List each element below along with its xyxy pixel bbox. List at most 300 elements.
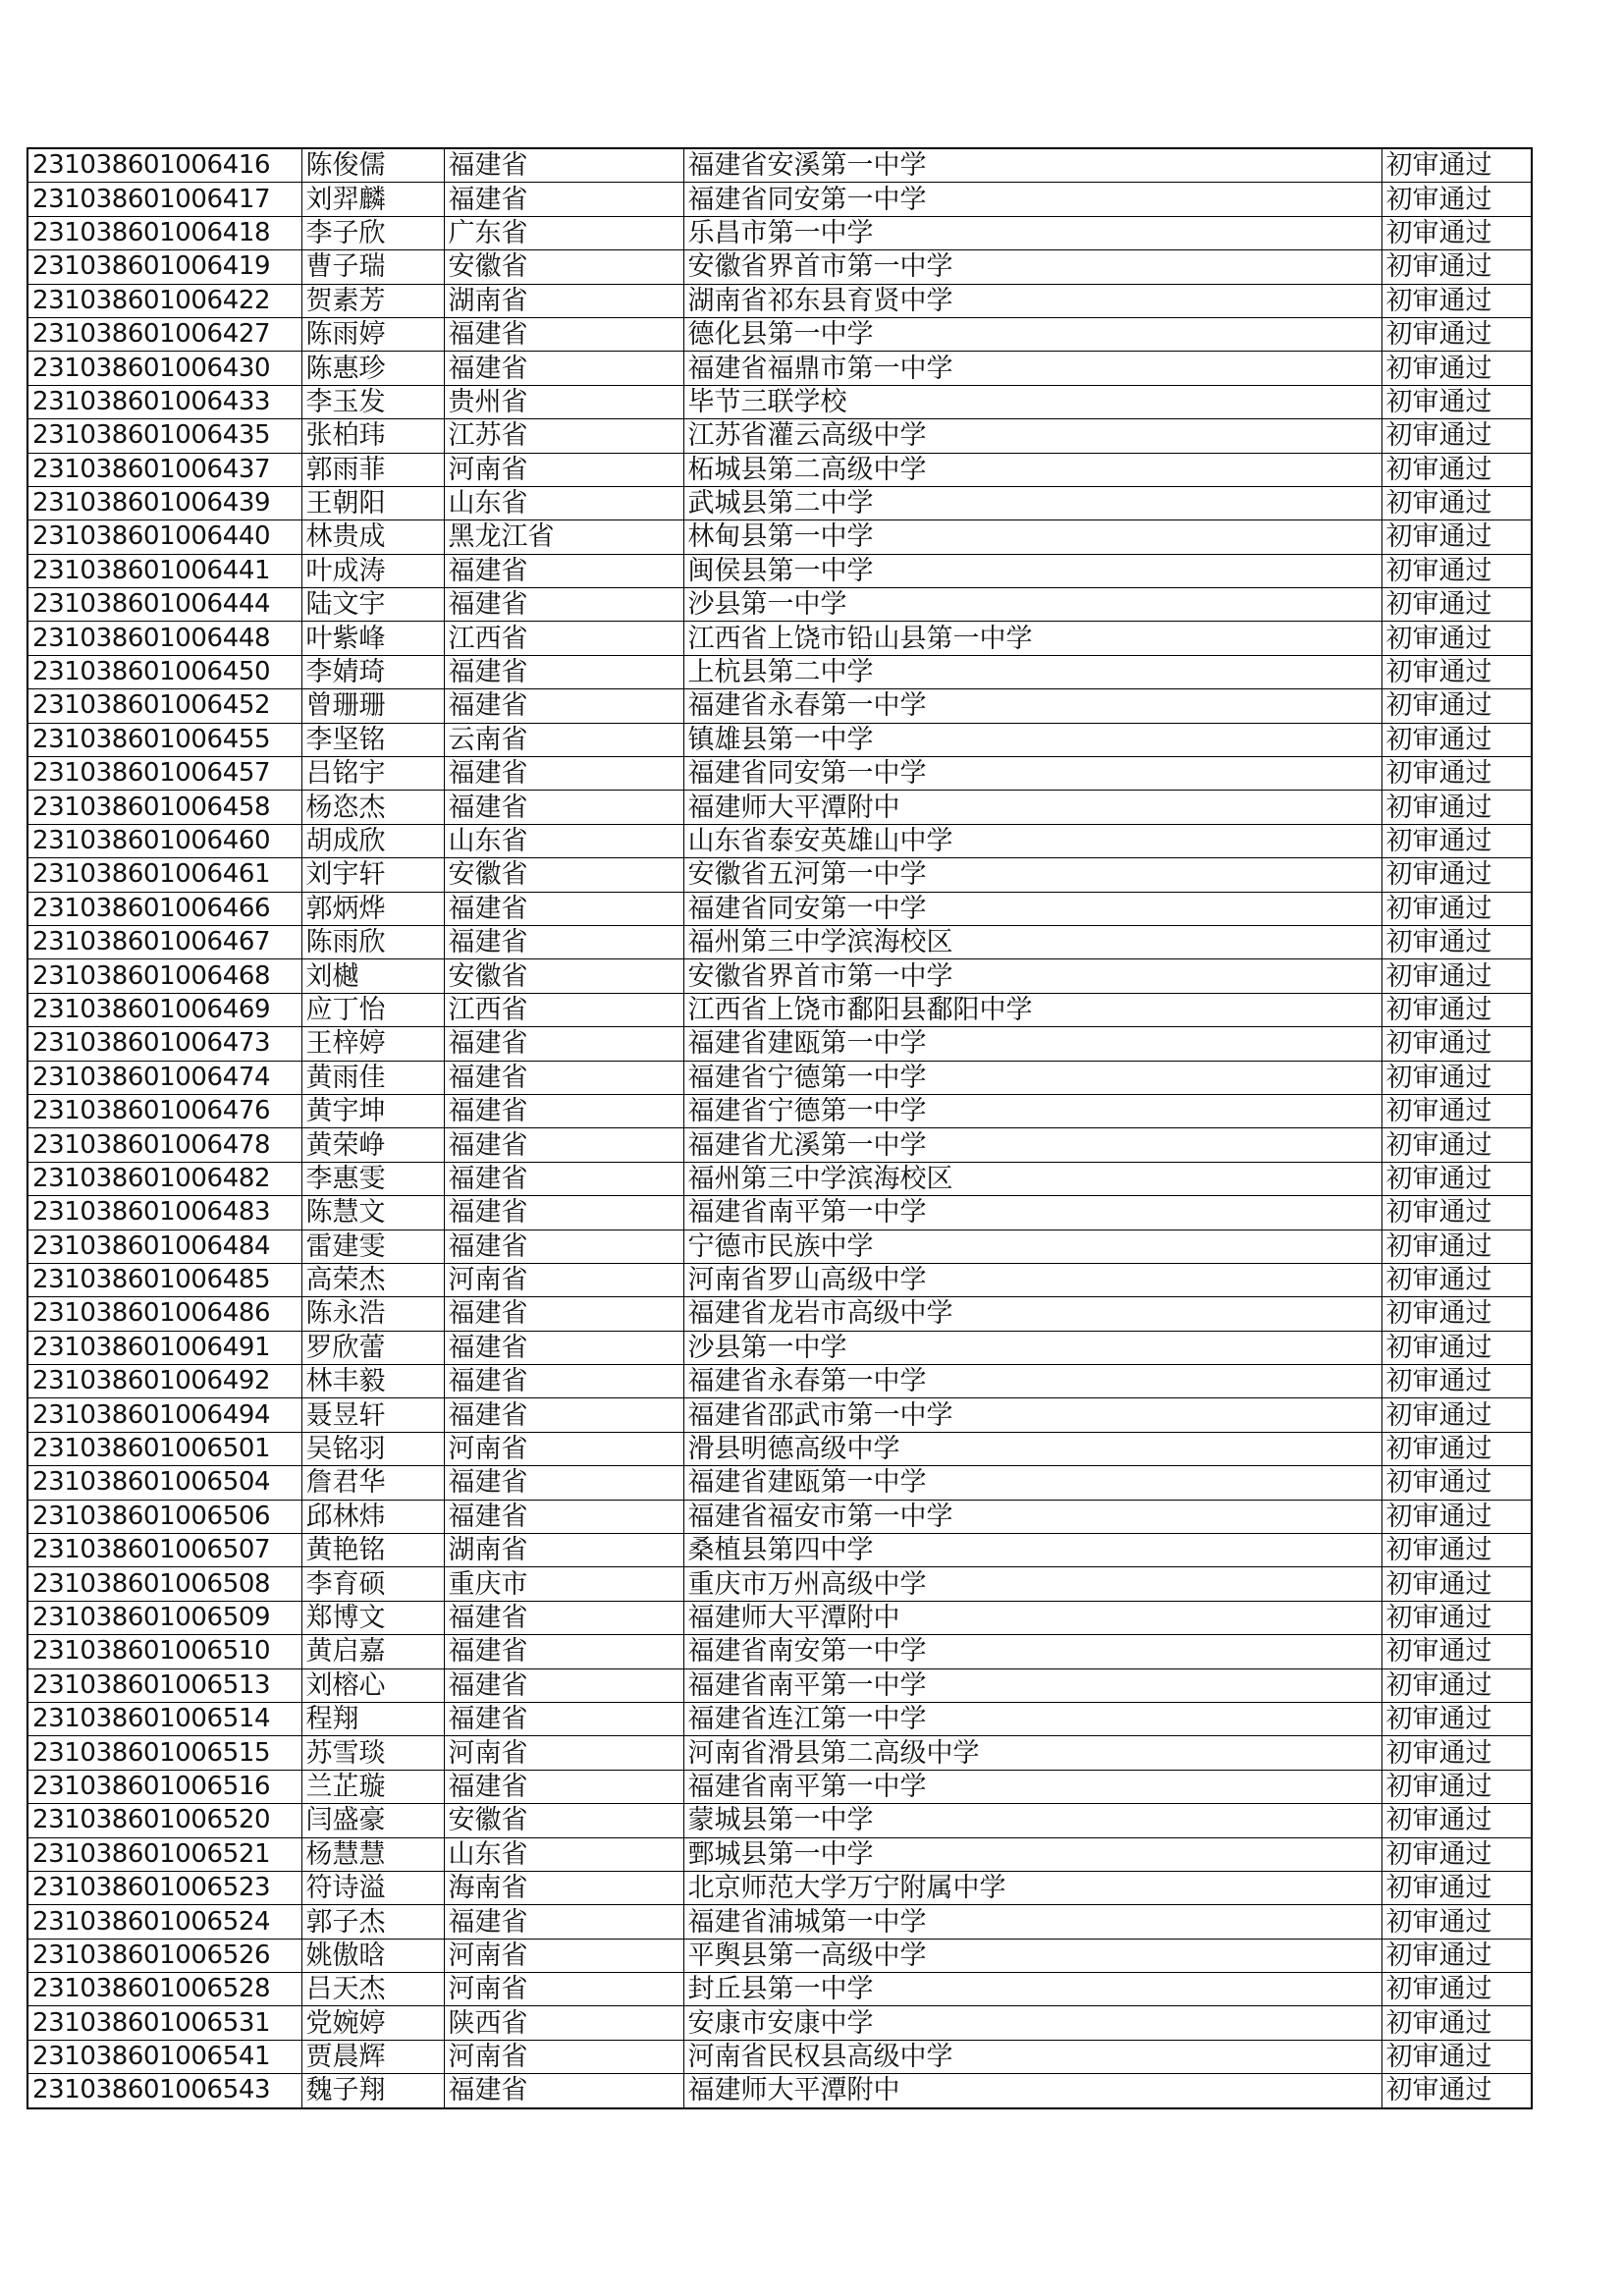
name-cell: 陈永浩 bbox=[301, 1297, 444, 1331]
name-cell: 李育硕 bbox=[301, 1567, 444, 1601]
school-cell: 德化县第一中学 bbox=[683, 317, 1381, 351]
registration-id-cell: 231038601006450 bbox=[27, 655, 301, 688]
status-cell: 初审通过 bbox=[1381, 1297, 1532, 1331]
province-cell: 河南省 bbox=[444, 1263, 683, 1296]
registration-id-cell: 231038601006468 bbox=[27, 959, 301, 993]
table-row bbox=[27, 1905, 1532, 1939]
name-cell: 王朝阳 bbox=[301, 486, 444, 519]
status-cell: 初审通过 bbox=[1381, 1196, 1532, 1230]
registration-id-cell: 231038601006419 bbox=[27, 250, 301, 284]
status-cell: 初审通过 bbox=[1381, 1500, 1532, 1533]
name-cell: 姚傲晗 bbox=[301, 1939, 444, 1972]
province-cell: 山东省 bbox=[444, 824, 683, 857]
table-row bbox=[27, 1770, 1532, 1803]
name-cell: 闫盛豪 bbox=[301, 1804, 444, 1837]
name-cell: 魏子翔 bbox=[301, 2074, 444, 2108]
status-cell: 初审通过 bbox=[1381, 1263, 1532, 1296]
name-cell: 曾珊珊 bbox=[301, 689, 444, 723]
school-cell: 福建省尤溪第一中学 bbox=[683, 1128, 1381, 1162]
table-row bbox=[27, 1128, 1532, 1162]
province-cell: 福建省 bbox=[444, 1094, 683, 1127]
school-cell: 福州第三中学滨海校区 bbox=[683, 925, 1381, 958]
status-cell: 初审通过 bbox=[1381, 419, 1532, 453]
school-cell: 江苏省灌云高级中学 bbox=[683, 419, 1381, 453]
province-cell: 安徽省 bbox=[444, 959, 683, 993]
status-cell: 初审通过 bbox=[1381, 1432, 1532, 1465]
school-cell: 柘城县第二高级中学 bbox=[683, 453, 1381, 486]
registration-id-cell: 231038601006460 bbox=[27, 824, 301, 857]
name-cell: 刘宇轩 bbox=[301, 858, 444, 892]
status-cell: 初审通过 bbox=[1381, 284, 1532, 317]
candidate-table-body bbox=[27, 148, 1532, 2108]
registration-id-cell: 231038601006515 bbox=[27, 1736, 301, 1770]
registration-id-cell: 231038601006466 bbox=[27, 892, 301, 925]
school-cell: 重庆市万州高级中学 bbox=[683, 1567, 1381, 1601]
registration-id-cell: 231038601006455 bbox=[27, 723, 301, 756]
province-cell: 山东省 bbox=[444, 486, 683, 519]
school-cell: 上杭县第二中学 bbox=[683, 655, 1381, 688]
registration-id-cell: 231038601006501 bbox=[27, 1432, 301, 1465]
status-cell: 初审通过 bbox=[1381, 1567, 1532, 1601]
school-cell: 鄄城县第一中学 bbox=[683, 1837, 1381, 1871]
province-cell: 河南省 bbox=[444, 1736, 683, 1770]
status-cell: 初审通过 bbox=[1381, 250, 1532, 284]
table-row bbox=[27, 520, 1532, 554]
registration-id-cell: 231038601006444 bbox=[27, 588, 301, 622]
status-cell: 初审通过 bbox=[1381, 453, 1532, 486]
name-cell: 刘羿麟 bbox=[301, 183, 444, 216]
status-cell: 初审通过 bbox=[1381, 1736, 1532, 1770]
status-cell: 初审通过 bbox=[1381, 352, 1532, 385]
school-cell: 福建省安溪第一中学 bbox=[683, 148, 1381, 183]
registration-id-cell: 231038601006521 bbox=[27, 1837, 301, 1871]
status-cell: 初审通过 bbox=[1381, 1702, 1532, 1735]
school-cell: 安徽省界首市第一中学 bbox=[683, 250, 1381, 284]
school-cell: 乐昌市第一中学 bbox=[683, 216, 1381, 249]
registration-id-cell: 231038601006461 bbox=[27, 858, 301, 892]
status-cell: 初审通过 bbox=[1381, 689, 1532, 723]
table-row bbox=[27, 1702, 1532, 1735]
school-cell: 河南省民权县高级中学 bbox=[683, 2040, 1381, 2073]
status-cell: 初审通过 bbox=[1381, 486, 1532, 519]
name-cell: 詹君华 bbox=[301, 1466, 444, 1500]
registration-id-cell: 231038601006494 bbox=[27, 1398, 301, 1432]
table-row bbox=[27, 1094, 1532, 1127]
registration-id-cell: 231038601006513 bbox=[27, 1668, 301, 1702]
province-cell: 福建省 bbox=[444, 1365, 683, 1398]
school-cell: 福建省宁德第一中学 bbox=[683, 1061, 1381, 1094]
province-cell: 福建省 bbox=[444, 554, 683, 587]
name-cell: 郑博文 bbox=[301, 1601, 444, 1634]
registration-id-cell: 231038601006430 bbox=[27, 352, 301, 385]
province-cell: 福建省 bbox=[444, 1196, 683, 1230]
registration-id-cell: 231038601006433 bbox=[27, 385, 301, 418]
school-cell: 河南省罗山高级中学 bbox=[683, 1263, 1381, 1296]
name-cell: 罗欣蕾 bbox=[301, 1331, 444, 1364]
registration-id-cell: 231038601006506 bbox=[27, 1500, 301, 1533]
table-row bbox=[27, 1196, 1532, 1230]
registration-id-cell: 231038601006504 bbox=[27, 1466, 301, 1500]
school-cell: 福建省宁德第一中学 bbox=[683, 1094, 1381, 1127]
table-row bbox=[27, 1973, 1532, 2006]
registration-id-cell: 231038601006507 bbox=[27, 1534, 301, 1567]
school-cell: 福建省同安第一中学 bbox=[683, 183, 1381, 216]
registration-id-cell: 231038601006448 bbox=[27, 622, 301, 655]
province-cell: 福建省 bbox=[444, 655, 683, 688]
name-cell: 李子欣 bbox=[301, 216, 444, 249]
name-cell: 陆文宇 bbox=[301, 588, 444, 622]
name-cell: 应丁怡 bbox=[301, 993, 444, 1026]
name-cell: 黄宇坤 bbox=[301, 1094, 444, 1127]
province-cell: 福建省 bbox=[444, 1162, 683, 1195]
registration-id-cell: 231038601006484 bbox=[27, 1230, 301, 1263]
name-cell: 曹子瑞 bbox=[301, 250, 444, 284]
province-cell: 福建省 bbox=[444, 1668, 683, 1702]
province-cell: 福建省 bbox=[444, 892, 683, 925]
table-row bbox=[27, 993, 1532, 1026]
name-cell: 贺素芳 bbox=[301, 284, 444, 317]
school-cell: 福建省南平第一中学 bbox=[683, 1668, 1381, 1702]
status-cell: 初审通过 bbox=[1381, 622, 1532, 655]
status-cell: 初审通过 bbox=[1381, 1973, 1532, 2006]
name-cell: 李坚铭 bbox=[301, 723, 444, 756]
province-cell: 安徽省 bbox=[444, 250, 683, 284]
school-cell: 安徽省五河第一中学 bbox=[683, 858, 1381, 892]
province-cell: 河南省 bbox=[444, 1973, 683, 2006]
status-cell: 初审通过 bbox=[1381, 1398, 1532, 1432]
province-cell: 福建省 bbox=[444, 1230, 683, 1263]
province-cell: 福建省 bbox=[444, 1702, 683, 1735]
table-row bbox=[27, 2074, 1532, 2108]
table-row bbox=[27, 2040, 1532, 2073]
province-cell: 江西省 bbox=[444, 993, 683, 1026]
status-cell: 初审通过 bbox=[1381, 1094, 1532, 1127]
table-row bbox=[27, 1162, 1532, 1195]
name-cell: 苏雪琰 bbox=[301, 1736, 444, 1770]
table-row bbox=[27, 1804, 1532, 1837]
school-cell: 福建省连江第一中学 bbox=[683, 1702, 1381, 1735]
registration-id-cell: 231038601006452 bbox=[27, 689, 301, 723]
school-cell: 福建师大平潭附中 bbox=[683, 791, 1381, 824]
status-cell: 初审通过 bbox=[1381, 1804, 1532, 1837]
province-cell: 福建省 bbox=[444, 689, 683, 723]
school-cell: 毕节三联学校 bbox=[683, 385, 1381, 418]
table-row bbox=[27, 1837, 1532, 1871]
school-cell: 湖南省祁东县育贤中学 bbox=[683, 284, 1381, 317]
table-row bbox=[27, 1297, 1532, 1331]
status-cell: 初审通过 bbox=[1381, 1331, 1532, 1364]
name-cell: 黄荣峥 bbox=[301, 1128, 444, 1162]
school-cell: 江西省上饶市鄱阳县鄱阳中学 bbox=[683, 993, 1381, 1026]
table-row bbox=[27, 554, 1532, 587]
registration-id-cell: 231038601006520 bbox=[27, 1804, 301, 1837]
registration-id-cell: 231038601006473 bbox=[27, 1027, 301, 1061]
table-row bbox=[27, 1398, 1532, 1432]
status-cell: 初审通过 bbox=[1381, 588, 1532, 622]
status-cell: 初审通过 bbox=[1381, 520, 1532, 554]
province-cell: 湖南省 bbox=[444, 284, 683, 317]
name-cell: 黄雨佳 bbox=[301, 1061, 444, 1094]
school-cell: 北京师范大学万宁附属中学 bbox=[683, 1871, 1381, 1904]
table-row bbox=[27, 1601, 1532, 1634]
province-cell: 福建省 bbox=[444, 757, 683, 791]
registration-id-cell: 231038601006485 bbox=[27, 1263, 301, 1296]
registration-id-cell: 231038601006422 bbox=[27, 284, 301, 317]
name-cell: 吕天杰 bbox=[301, 1973, 444, 2006]
table-row bbox=[27, 385, 1532, 418]
table-row bbox=[27, 824, 1532, 857]
school-cell: 福建省建瓯第一中学 bbox=[683, 1027, 1381, 1061]
registration-id-cell: 231038601006531 bbox=[27, 2006, 301, 2040]
name-cell: 叶紫峰 bbox=[301, 622, 444, 655]
registration-id-cell: 231038601006492 bbox=[27, 1365, 301, 1398]
province-cell: 重庆市 bbox=[444, 1567, 683, 1601]
table-row bbox=[27, 419, 1532, 453]
name-cell: 党婉婷 bbox=[301, 2006, 444, 2040]
status-cell: 初审通过 bbox=[1381, 148, 1532, 183]
registration-id-cell: 231038601006467 bbox=[27, 925, 301, 958]
province-cell: 福建省 bbox=[444, 317, 683, 351]
province-cell: 福建省 bbox=[444, 1770, 683, 1803]
table-row bbox=[27, 791, 1532, 824]
table-row bbox=[27, 1736, 1532, 1770]
name-cell: 郭子杰 bbox=[301, 1905, 444, 1939]
registration-id-cell: 231038601006543 bbox=[27, 2074, 301, 2108]
school-cell: 镇雄县第一中学 bbox=[683, 723, 1381, 756]
school-cell: 蒙城县第一中学 bbox=[683, 1804, 1381, 1837]
name-cell: 陈俊儒 bbox=[301, 148, 444, 183]
registration-id-cell: 231038601006416 bbox=[27, 148, 301, 183]
province-cell: 福建省 bbox=[444, 1398, 683, 1432]
registration-id-cell: 231038601006523 bbox=[27, 1871, 301, 1904]
table-row bbox=[27, 453, 1532, 486]
table-row bbox=[27, 892, 1532, 925]
name-cell: 郭雨菲 bbox=[301, 453, 444, 486]
registration-id-cell: 231038601006528 bbox=[27, 1973, 301, 2006]
province-cell: 福建省 bbox=[444, 352, 683, 385]
province-cell: 江苏省 bbox=[444, 419, 683, 453]
name-cell: 林丰毅 bbox=[301, 1365, 444, 1398]
province-cell: 陕西省 bbox=[444, 2006, 683, 2040]
table-row bbox=[27, 1871, 1532, 1904]
registration-id-cell: 231038601006417 bbox=[27, 183, 301, 216]
name-cell: 雷建雯 bbox=[301, 1230, 444, 1263]
registration-id-cell: 231038601006491 bbox=[27, 1331, 301, 1364]
school-cell: 福建省南安第一中学 bbox=[683, 1635, 1381, 1668]
school-cell: 河南省滑县第二高级中学 bbox=[683, 1736, 1381, 1770]
school-cell: 福建省福鼎市第一中学 bbox=[683, 352, 1381, 385]
status-cell: 初审通过 bbox=[1381, 1668, 1532, 1702]
province-cell: 安徽省 bbox=[444, 1804, 683, 1837]
school-cell: 山东省泰安英雄山中学 bbox=[683, 824, 1381, 857]
registration-id-cell: 231038601006482 bbox=[27, 1162, 301, 1195]
status-cell: 初审通过 bbox=[1381, 1601, 1532, 1634]
school-cell: 福建省南平第一中学 bbox=[683, 1770, 1381, 1803]
name-cell: 吕铭宇 bbox=[301, 757, 444, 791]
province-cell: 海南省 bbox=[444, 1871, 683, 1904]
school-cell: 安康市安康中学 bbox=[683, 2006, 1381, 2040]
status-cell: 初审通过 bbox=[1381, 1466, 1532, 1500]
table-row bbox=[27, 588, 1532, 622]
school-cell: 闽侯县第一中学 bbox=[683, 554, 1381, 587]
province-cell: 云南省 bbox=[444, 723, 683, 756]
registration-id-cell: 231038601006509 bbox=[27, 1601, 301, 1634]
table-row bbox=[27, 1567, 1532, 1601]
name-cell: 陈惠珍 bbox=[301, 352, 444, 385]
status-cell: 初审通过 bbox=[1381, 183, 1532, 216]
table-row bbox=[27, 1432, 1532, 1465]
province-cell: 福建省 bbox=[444, 1601, 683, 1634]
school-cell: 福建省同安第一中学 bbox=[683, 757, 1381, 791]
table-row bbox=[27, 284, 1532, 317]
school-cell: 江西省上饶市铅山县第一中学 bbox=[683, 622, 1381, 655]
registration-id-cell: 231038601006474 bbox=[27, 1061, 301, 1094]
table-row bbox=[27, 2006, 1532, 2040]
name-cell: 胡成欣 bbox=[301, 824, 444, 857]
school-cell: 福建省永春第一中学 bbox=[683, 1365, 1381, 1398]
province-cell: 福建省 bbox=[444, 1466, 683, 1500]
name-cell: 符诗溢 bbox=[301, 1871, 444, 1904]
registration-id-cell: 231038601006508 bbox=[27, 1567, 301, 1601]
name-cell: 黄艳铭 bbox=[301, 1534, 444, 1567]
table-row bbox=[27, 1365, 1532, 1398]
status-cell: 初审通过 bbox=[1381, 216, 1532, 249]
name-cell: 陈慧文 bbox=[301, 1196, 444, 1230]
name-cell: 李玉发 bbox=[301, 385, 444, 418]
registration-id-cell: 231038601006526 bbox=[27, 1939, 301, 1972]
school-cell: 福建省同安第一中学 bbox=[683, 892, 1381, 925]
table-row bbox=[27, 858, 1532, 892]
table-row bbox=[27, 1668, 1532, 1702]
name-cell: 陈雨欣 bbox=[301, 925, 444, 958]
registration-id-cell: 231038601006478 bbox=[27, 1128, 301, 1162]
school-cell: 福建省邵武市第一中学 bbox=[683, 1398, 1381, 1432]
status-cell: 初审通过 bbox=[1381, 993, 1532, 1026]
registration-id-cell: 231038601006441 bbox=[27, 554, 301, 587]
province-cell: 安徽省 bbox=[444, 858, 683, 892]
status-cell: 初审通过 bbox=[1381, 959, 1532, 993]
province-cell: 福建省 bbox=[444, 1061, 683, 1094]
status-cell: 初审通过 bbox=[1381, 1027, 1532, 1061]
name-cell: 兰芷璇 bbox=[301, 1770, 444, 1803]
registration-id-cell: 231038601006476 bbox=[27, 1094, 301, 1127]
table-row bbox=[27, 757, 1532, 791]
province-cell: 湖南省 bbox=[444, 1534, 683, 1567]
table-row bbox=[27, 1635, 1532, 1668]
name-cell: 张柏玮 bbox=[301, 419, 444, 453]
registration-id-cell: 231038601006516 bbox=[27, 1770, 301, 1803]
name-cell: 李婧琦 bbox=[301, 655, 444, 688]
status-cell: 初审通过 bbox=[1381, 757, 1532, 791]
table-row bbox=[27, 1534, 1532, 1567]
status-cell: 初审通过 bbox=[1381, 317, 1532, 351]
name-cell: 叶成涛 bbox=[301, 554, 444, 587]
registration-id-cell: 231038601006524 bbox=[27, 1905, 301, 1939]
status-cell: 初审通过 bbox=[1381, 892, 1532, 925]
school-cell: 沙县第一中学 bbox=[683, 1331, 1381, 1364]
school-cell: 安徽省界首市第一中学 bbox=[683, 959, 1381, 993]
table-row bbox=[27, 925, 1532, 958]
table-row bbox=[27, 183, 1532, 216]
name-cell: 刘榕心 bbox=[301, 1668, 444, 1702]
province-cell: 山东省 bbox=[444, 1837, 683, 1871]
registration-id-cell: 231038601006418 bbox=[27, 216, 301, 249]
candidate-table bbox=[27, 147, 1533, 2109]
name-cell: 吴铭羽 bbox=[301, 1432, 444, 1465]
status-cell: 初审通过 bbox=[1381, 655, 1532, 688]
table-row bbox=[27, 1027, 1532, 1061]
province-cell: 河南省 bbox=[444, 453, 683, 486]
school-cell: 福建师大平潭附中 bbox=[683, 2074, 1381, 2108]
province-cell: 福建省 bbox=[444, 148, 683, 183]
registration-id-cell: 231038601006541 bbox=[27, 2040, 301, 2073]
name-cell: 贾晨辉 bbox=[301, 2040, 444, 2073]
table-row bbox=[27, 723, 1532, 756]
name-cell: 程翔 bbox=[301, 1702, 444, 1735]
name-cell: 高荣杰 bbox=[301, 1263, 444, 1296]
province-cell: 福建省 bbox=[444, 791, 683, 824]
name-cell: 杨恣杰 bbox=[301, 791, 444, 824]
province-cell: 福建省 bbox=[444, 1500, 683, 1533]
province-cell: 福建省 bbox=[444, 1027, 683, 1061]
school-cell: 滑县明德高级中学 bbox=[683, 1432, 1381, 1465]
table-row bbox=[27, 1061, 1532, 1094]
status-cell: 初审通过 bbox=[1381, 1061, 1532, 1094]
table-row bbox=[27, 1500, 1532, 1533]
status-cell: 初审通过 bbox=[1381, 1128, 1532, 1162]
status-cell: 初审通过 bbox=[1381, 791, 1532, 824]
province-cell: 福建省 bbox=[444, 588, 683, 622]
status-cell: 初审通过 bbox=[1381, 1837, 1532, 1871]
registration-id-cell: 231038601006435 bbox=[27, 419, 301, 453]
registration-id-cell: 231038601006458 bbox=[27, 791, 301, 824]
status-cell: 初审通过 bbox=[1381, 858, 1532, 892]
registration-id-cell: 231038601006486 bbox=[27, 1297, 301, 1331]
table-row bbox=[27, 1263, 1532, 1296]
registration-id-cell: 231038601006439 bbox=[27, 486, 301, 519]
table-row bbox=[27, 1939, 1532, 1972]
province-cell: 河南省 bbox=[444, 1939, 683, 1972]
province-cell: 黑龙江省 bbox=[444, 520, 683, 554]
province-cell: 福建省 bbox=[444, 1128, 683, 1162]
table-row bbox=[27, 216, 1532, 249]
province-cell: 广东省 bbox=[444, 216, 683, 249]
status-cell: 初审通过 bbox=[1381, 385, 1532, 418]
registration-id-cell: 231038601006440 bbox=[27, 520, 301, 554]
name-cell: 黄启嘉 bbox=[301, 1635, 444, 1668]
province-cell: 江西省 bbox=[444, 622, 683, 655]
name-cell: 聂昱轩 bbox=[301, 1398, 444, 1432]
province-cell: 福建省 bbox=[444, 1297, 683, 1331]
table-row bbox=[27, 148, 1532, 183]
province-cell: 贵州省 bbox=[444, 385, 683, 418]
province-cell: 河南省 bbox=[444, 2040, 683, 2073]
status-cell: 初审通过 bbox=[1381, 1365, 1532, 1398]
school-cell: 武城县第二中学 bbox=[683, 486, 1381, 519]
table-row bbox=[27, 352, 1532, 385]
table-row bbox=[27, 317, 1532, 351]
school-cell: 封丘县第一中学 bbox=[683, 1973, 1381, 2006]
registration-id-cell: 231038601006427 bbox=[27, 317, 301, 351]
status-cell: 初审通过 bbox=[1381, 824, 1532, 857]
status-cell: 初审通过 bbox=[1381, 1770, 1532, 1803]
school-cell: 宁德市民族中学 bbox=[683, 1230, 1381, 1263]
status-cell: 初审通过 bbox=[1381, 1635, 1532, 1668]
registration-id-cell: 231038601006437 bbox=[27, 453, 301, 486]
registration-id-cell: 231038601006457 bbox=[27, 757, 301, 791]
status-cell: 初审通过 bbox=[1381, 1162, 1532, 1195]
name-cell: 林贵成 bbox=[301, 520, 444, 554]
